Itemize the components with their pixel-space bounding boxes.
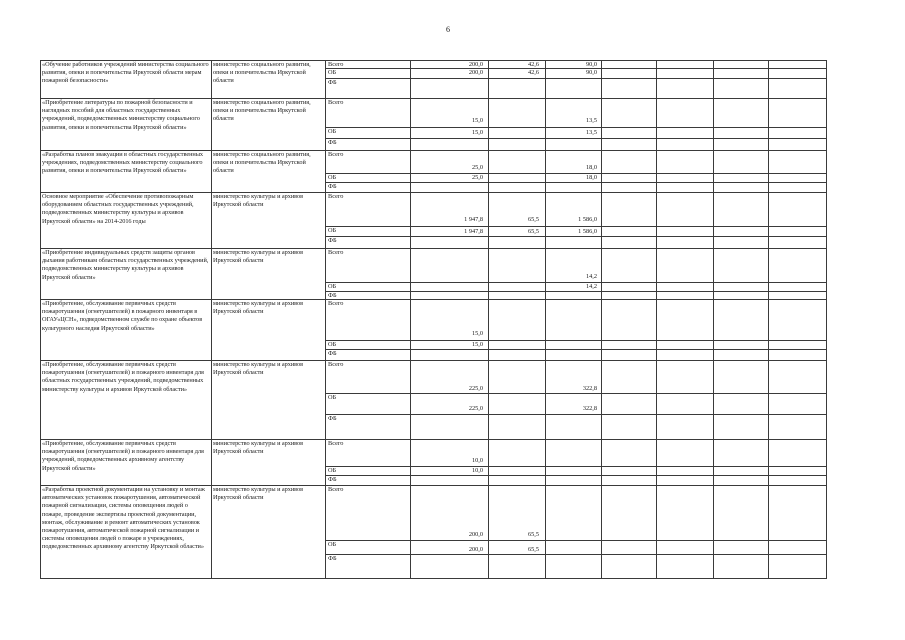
budget-label-fb: ФБ (328, 182, 337, 190)
ob-value: 200,0 (468, 69, 483, 76)
budget-label-ob: ОБ (328, 540, 337, 548)
table-subline (325, 340, 827, 341)
budget-label-fb: ФБ (328, 414, 337, 422)
ob-value: 15,0 (471, 128, 483, 136)
row-name: «Обучение работников учреждений министерства социального развития, опеки и попечительства Иркутской области мерам пожарной безопасности» (42, 61, 209, 85)
table-vline (40, 60, 41, 579)
ob-value: 42,6 (527, 69, 539, 76)
table-subline (325, 393, 827, 394)
row-name: «Приобретение литературы по пожарной безопасности и наглядных пособий для областных государственных учреждений, подведомственных министерству социального развития, опеки и попечительства Иркутской области» (42, 99, 200, 131)
table-subline (325, 466, 827, 467)
budget-label-total: Всего (328, 439, 344, 447)
ob-value: 14,2 (585, 282, 597, 290)
ob-value: 15,0 (471, 340, 483, 348)
row-executor: министерство культуры и архивов Иркутской области (213, 486, 304, 502)
budget-label-ob: ОБ (328, 127, 337, 135)
ob-value: 65,5 (527, 227, 539, 235)
row-executor: министерство культуры и архивов Иркутской области (213, 249, 304, 265)
total-value: 18,0 (585, 163, 597, 171)
total-value: 1 586,0 (578, 215, 597, 223)
table-subline (325, 182, 827, 183)
ob-value: 322,8 (582, 404, 597, 412)
total-value: 200,0 (468, 530, 483, 538)
table-vline (211, 60, 212, 579)
total-value: 15,0 (471, 329, 483, 337)
total-value: 65,5 (527, 215, 539, 223)
budget-label-total: Всего (328, 248, 344, 256)
budget-label-ob: ОБ (328, 340, 337, 348)
budget-label-fb: ФБ (328, 78, 337, 86)
table-hline (40, 578, 827, 579)
row-name: «Приобретение, обслуживание первичных средств пожаротушения (огнетушителей) и пожарного инвентаря для учреждений, подведомственных архивному агентству Иркутской области» (42, 440, 204, 472)
budget-label-fb: ФБ (328, 349, 337, 357)
row-executor: министерство культуры и архивов Иркутской области (213, 440, 304, 456)
budget-label-fb: ФБ (328, 554, 337, 562)
table-subline (325, 349, 827, 350)
budget-label-ob: ОБ (328, 466, 337, 474)
budget-label-fb: ФБ (328, 475, 337, 483)
ob-value: 18,0 (585, 173, 597, 181)
total-value: 1 947,8 (464, 215, 483, 223)
budget-label-fb: ФБ (328, 138, 337, 146)
budget-label-total: Всего (328, 98, 344, 106)
table-subline (325, 127, 827, 128)
table-subline (325, 554, 827, 555)
table-subline (325, 475, 827, 476)
ob-value: 90,0 (585, 69, 597, 76)
total-value: 13,5 (585, 116, 597, 124)
budget-label-ob: ОБ (328, 226, 337, 234)
ob-value: 1 947,8 (464, 227, 483, 235)
ob-value: 225,0 (468, 404, 483, 412)
total-value: 200,0 (468, 61, 483, 68)
row-name: «Разработка проектной документации на установку и монтаж автоматических установок пожаротушения, автоматической пожарной сигнализации, системы оповещения людей о пожаре, проведение экспертизы проектной документации, монтаж, обслуживание и ремонт автоматических установок пожаротушения, автоматической пожарной сигнализации и системы оповещения людей о пожаре в учреждениях, подведомственных архивному агентству Иркутской области» (42, 486, 205, 551)
row-name: Основное мероприятие «Обеспечение противопожарным оборудованием областных государственных учреждений, подведомственных министерству культуры и архивов Иркутской области» на 2014-2016 годы (42, 193, 194, 225)
budget-label-ob: ОБ (328, 282, 337, 290)
table-subline (325, 291, 827, 292)
ob-value: 13,5 (585, 128, 597, 136)
row-executor: министерство культуры и архивов Иркутской области (213, 300, 304, 316)
budget-label-ob: ОБ (328, 68, 337, 76)
total-value: 42,6 (527, 61, 539, 68)
row-executor: министерство социального развития, опеки и попечительства Иркутской области (213, 61, 311, 85)
ob-value: 10,0 (471, 466, 483, 474)
budget-label-total: Всего (328, 150, 344, 158)
table-subline (325, 68, 827, 69)
table-subline (325, 226, 827, 227)
page-number: 6 (446, 25, 450, 34)
row-executor: министерство социального развития, опеки и попечительства Иркутской области (213, 99, 311, 123)
budget-label-total: Всего (328, 360, 344, 368)
total-value: 322,8 (582, 384, 597, 392)
budget-label-fb: ФБ (328, 291, 337, 299)
total-value: 25,0 (471, 163, 483, 171)
ob-value: 1 586,0 (578, 227, 597, 235)
row-name: «Приобретение индивидуальных средств защиты органов дыхания работникам областных государственных учреждений, подведомственных министерству культуры и архивов Иркутской области» (42, 249, 209, 281)
budget-label-ob: ОБ (328, 173, 337, 181)
table-subline (325, 414, 827, 415)
budget-label-total: Всего (328, 299, 344, 307)
ob-value: 25,0 (471, 173, 483, 181)
budget-label-ob: ОБ (328, 393, 337, 401)
row-name: «Разработка планов эвакуации в областных государственных учреждениях, подведомственных министерству социального развития, опеки и попечительства Иркутской области» (42, 151, 203, 175)
total-value: 90,0 (585, 61, 597, 68)
table-subline (325, 282, 827, 283)
total-value: 14,2 (585, 272, 597, 280)
row-executor: министерство культуры и архивов Иркутской области (213, 361, 304, 377)
table-subline (325, 236, 827, 237)
total-value: 225,0 (468, 384, 483, 392)
budget-label-total: Всего (328, 60, 344, 68)
table-subline (325, 78, 827, 79)
row-name: «Приобретение, обслуживание первичных средств пожаротушения (огнетушителей) и пожарного инвентаря для областных государственных учреждений, подведомственных министерству культуры и архивов Иркутской области» (42, 361, 204, 393)
ob-value: 200,0 (468, 545, 483, 553)
table-subline (325, 540, 827, 541)
row-executor: министерство культуры и архивов Иркутской области (213, 193, 304, 209)
row-executor: министерство социального развития, опеки и попечительства Иркутской области (213, 151, 311, 175)
budget-label-fb: ФБ (328, 236, 337, 244)
total-value: 15,0 (471, 116, 483, 124)
row-name: «Приобретение, обслуживание первичных средств пожаротушения (огнетушителей) в пожарного инвентаря в ОГАУ«ЦСН», подведомственном службе по охране объектов культурного наследия Иркутской области» (42, 300, 203, 332)
budget-label-total: Всего (328, 485, 344, 493)
total-value: 65,5 (527, 530, 539, 538)
table-subline (325, 173, 827, 174)
budget-label-total: Всего (328, 192, 344, 200)
ob-value: 65,5 (527, 545, 539, 553)
table-subline (325, 138, 827, 139)
total-value: 10,0 (471, 456, 483, 464)
